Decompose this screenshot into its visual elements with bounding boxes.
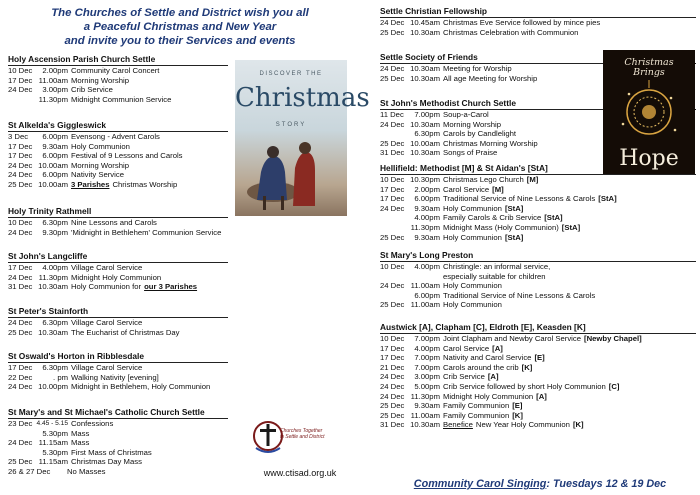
service-time: 2.00pm bbox=[42, 66, 68, 75]
service-event: Family Communion bbox=[443, 401, 510, 411]
service-time: 7.00pm bbox=[414, 334, 440, 343]
service-time: 10.30am bbox=[410, 148, 440, 158]
service-time: 9.30am bbox=[42, 141, 68, 151]
service-date: 24 Dec bbox=[8, 170, 33, 180]
service-row bbox=[8, 132, 228, 142]
service-time: 11.00am bbox=[410, 410, 440, 420]
service-time: 4.00pm bbox=[414, 262, 440, 271]
service-event: Meeting for Worship bbox=[443, 64, 512, 73]
service-time: 11.30pm bbox=[38, 272, 68, 282]
service-time: 6.00pm bbox=[414, 290, 440, 300]
service-event: Midnight Communion Service bbox=[71, 94, 172, 104]
service-event: 'Midnight in Bethlehem' Communion Service bbox=[71, 227, 222, 237]
logo-caption-line-2: in Settle and District bbox=[280, 434, 325, 440]
service-date: 17 Dec bbox=[380, 194, 405, 204]
service-row bbox=[8, 170, 228, 180]
logo-caption-line-1: Churches Together bbox=[280, 428, 323, 434]
service-tag: [A] bbox=[492, 343, 503, 353]
service-date bbox=[8, 429, 27, 439]
service-date bbox=[380, 272, 399, 282]
service-event: Songs of Praise bbox=[443, 148, 498, 158]
service-event: Nativity Service bbox=[71, 170, 124, 180]
service-time: 5.00pm bbox=[414, 381, 440, 391]
section-st-oswald-s-horton-in-ribblesdale bbox=[8, 351, 228, 392]
service-date: 25 Dec bbox=[8, 179, 33, 189]
service-row bbox=[380, 213, 696, 223]
service-row bbox=[380, 18, 696, 28]
section-st-alkelda-s-giggleswick bbox=[8, 120, 228, 190]
service-time: 4.00pm bbox=[42, 263, 68, 272]
service-time: 6.30pm bbox=[42, 318, 68, 327]
headline-line-2: a Peaceful Christmas and New Year bbox=[83, 21, 277, 33]
section-title: St Mary's and St Michael's Catholic Church Settle bbox=[8, 407, 228, 419]
book-cover-image bbox=[235, 60, 370, 216]
service-date: 25 Dec bbox=[8, 327, 33, 337]
service-event: Holy Communion for bbox=[71, 282, 142, 292]
service-emphasis: 3 Parishes bbox=[71, 179, 110, 189]
headline-line-3: and invite you to their Services and events bbox=[64, 35, 296, 47]
service-event: Midnight Holy Communion bbox=[71, 272, 162, 282]
service-row bbox=[8, 448, 228, 458]
section-title: Holy Ascension Parish Church Settle bbox=[8, 54, 228, 66]
service-event: Morning Worship bbox=[71, 75, 129, 85]
headline bbox=[12, 6, 348, 48]
section-hellifield-methodist-m-st-aidan-s-sta bbox=[380, 163, 696, 242]
service-time: 11.00am bbox=[410, 281, 440, 291]
service-row bbox=[380, 291, 696, 301]
service-date: 25 Dec bbox=[8, 457, 33, 467]
service-event: Holy Communion bbox=[71, 141, 130, 151]
section-title: Settle Christian Fellowship bbox=[380, 6, 696, 18]
service-tag: [K] bbox=[572, 420, 584, 430]
service-row bbox=[8, 429, 228, 439]
service-date: 24 Dec bbox=[8, 318, 33, 327]
service-date: 21 Dec bbox=[380, 362, 405, 372]
service-row bbox=[8, 142, 228, 152]
service-date: 10 Dec bbox=[380, 262, 405, 271]
service-event: Soup-a-Carol bbox=[443, 110, 489, 119]
hope-card-line-1: Christmas bbox=[624, 57, 674, 68]
service-event: Traditional Service of Nine Lessons & Carols bbox=[443, 290, 596, 300]
service-event: Mass bbox=[71, 438, 90, 448]
service-event: Holy Communion bbox=[443, 203, 502, 213]
service-row bbox=[8, 273, 228, 283]
service-row bbox=[8, 263, 228, 273]
service-date: 25 Dec bbox=[380, 401, 405, 411]
service-date: 24 Dec bbox=[380, 281, 405, 291]
service-row bbox=[380, 401, 696, 411]
service-row bbox=[380, 363, 696, 373]
section-title: St Peter's Stainforth bbox=[8, 306, 228, 318]
service-date: 26 & 27 Dec bbox=[8, 466, 51, 476]
hope-card-line-2: Brings bbox=[633, 67, 665, 78]
service-event: Village Carol Service bbox=[71, 263, 143, 272]
service-event: Nine Lessons and Carols bbox=[71, 218, 157, 227]
service-event: Midnight in Bethlehem, Holy Communion bbox=[71, 382, 211, 392]
service-event: Christmas Worship bbox=[112, 179, 178, 189]
service-row bbox=[8, 457, 228, 467]
service-row bbox=[380, 411, 696, 421]
service-tag: [StA] bbox=[598, 194, 617, 204]
section-holy-ascension-parish-church-settle bbox=[8, 54, 228, 104]
service-event: Village Carol Service bbox=[71, 363, 143, 372]
service-tag: [C] bbox=[608, 381, 620, 391]
logo-caption bbox=[280, 428, 324, 440]
service-row bbox=[8, 66, 228, 76]
service-row bbox=[380, 262, 696, 272]
service-time: 9.30am bbox=[414, 203, 440, 213]
service-row bbox=[8, 382, 228, 392]
service-time: 9.30am bbox=[414, 232, 440, 242]
section-holy-trinity-rathmell bbox=[8, 206, 228, 237]
service-row bbox=[8, 328, 228, 338]
service-date: 31 Dec bbox=[8, 282, 33, 292]
service-tag: [M] bbox=[492, 184, 504, 194]
section-title: St Oswald's Horton in Ribblesdale bbox=[8, 351, 228, 363]
service-date bbox=[380, 291, 399, 301]
service-time: 10.30am bbox=[410, 119, 440, 129]
service-event: Crib Service bbox=[443, 372, 485, 382]
service-event: Christmas Celebration with Communion bbox=[443, 27, 579, 37]
service-row bbox=[380, 272, 696, 282]
service-event: New Year Holy Communion bbox=[475, 420, 570, 430]
service-date: 24 Dec bbox=[380, 372, 405, 382]
service-date: 22 Dec bbox=[8, 372, 33, 382]
service-date: 23 Dec bbox=[8, 419, 33, 428]
section-st-peter-s-stainforth bbox=[8, 306, 228, 337]
service-event: All age Meeting for Worship bbox=[443, 73, 538, 83]
service-row bbox=[8, 228, 228, 238]
service-time: 11.00am bbox=[38, 75, 68, 85]
service-event: Holy Communion bbox=[443, 281, 502, 291]
service-date: 25 Dec bbox=[380, 138, 405, 148]
service-event: Confessions bbox=[71, 419, 114, 428]
footer-label: Community Carol Singing bbox=[413, 478, 547, 490]
service-event: Christingle: an informal service, bbox=[443, 262, 551, 271]
service-tag: [StA] bbox=[504, 232, 524, 242]
service-event: Family Carols & Crib Service bbox=[443, 213, 542, 223]
service-time: 6.30pm bbox=[42, 363, 68, 372]
service-time: 10.00am bbox=[38, 179, 68, 189]
service-event: Carols around the crib bbox=[443, 362, 519, 372]
service-row bbox=[8, 467, 228, 477]
service-time: 10.30am bbox=[410, 27, 440, 37]
service-time: 10.00pm bbox=[38, 382, 68, 392]
service-time: 3.00pm bbox=[42, 85, 68, 95]
service-time: 6.30pm bbox=[414, 129, 440, 139]
service-row bbox=[380, 204, 696, 214]
service-tag: [K] bbox=[521, 362, 533, 372]
service-date bbox=[380, 129, 399, 139]
service-row bbox=[380, 175, 696, 185]
service-time: 10.30am bbox=[410, 64, 440, 73]
service-event: Crib Service followed by short Holy Communion bbox=[443, 381, 606, 391]
service-time: 5.30pm bbox=[42, 428, 68, 438]
service-time: 3.00pm bbox=[414, 372, 440, 382]
section-settle-christian-fellowship bbox=[380, 6, 696, 37]
service-event: Nativity and Carol Service bbox=[443, 353, 532, 363]
service-date bbox=[380, 213, 399, 223]
service-date: 24 Dec bbox=[8, 227, 33, 237]
service-time: 11.15am bbox=[38, 438, 68, 448]
section-title: St John's Methodist Church Settle bbox=[380, 98, 696, 110]
footer-dates: : Tuesdays 12 & 19 Dec bbox=[546, 478, 667, 490]
service-date: 24 Dec bbox=[8, 160, 33, 170]
service-row bbox=[380, 185, 696, 195]
service-time: 10.30am bbox=[38, 282, 68, 292]
service-date: 17 Dec bbox=[8, 151, 33, 161]
service-time: 10.45am bbox=[410, 18, 440, 27]
service-event: Carol Service bbox=[443, 184, 490, 194]
service-row bbox=[8, 363, 228, 373]
book-cover-subtitle: STORY bbox=[275, 122, 307, 128]
service-event: Crib Service bbox=[71, 85, 113, 95]
service-tag: [M] bbox=[526, 175, 539, 184]
service-date: 25 Dec bbox=[380, 300, 405, 310]
service-row bbox=[8, 282, 228, 292]
service-tag: [StA] bbox=[561, 222, 581, 232]
footer-carol-singing bbox=[382, 478, 698, 490]
service-event: Holy Communion bbox=[443, 232, 502, 242]
service-date: 24 Dec bbox=[8, 438, 33, 448]
section-st-mary-s-and-st-michael-s-catholic-church-settle bbox=[8, 407, 228, 477]
service-row bbox=[380, 194, 696, 204]
service-row bbox=[380, 382, 696, 392]
service-row bbox=[380, 372, 696, 382]
service-date: 17 Dec bbox=[8, 75, 33, 85]
service-date: 17 Dec bbox=[8, 263, 33, 272]
service-time: 9.30am bbox=[414, 401, 440, 411]
service-event: Traditional Service of Nine Lessons & Carols bbox=[443, 194, 596, 204]
service-time: 4.45 - 5.15 bbox=[36, 420, 68, 427]
service-row bbox=[8, 95, 228, 105]
service-row bbox=[380, 300, 696, 310]
service-tag: [A] bbox=[487, 372, 499, 382]
service-time: 11.30pm bbox=[410, 222, 440, 232]
service-time: 10.00am bbox=[38, 160, 68, 170]
service-date: 3 Dec bbox=[8, 132, 29, 141]
service-row bbox=[380, 344, 696, 354]
service-row bbox=[380, 420, 696, 430]
service-date bbox=[8, 95, 27, 105]
service-row bbox=[380, 334, 696, 344]
service-date: 10 Dec bbox=[380, 334, 405, 343]
service-row bbox=[8, 161, 228, 171]
service-date: 24 Dec bbox=[380, 119, 405, 129]
service-tag: [StA] bbox=[544, 213, 563, 223]
service-event: Holy Communion bbox=[443, 300, 502, 310]
service-date: 17 Dec bbox=[380, 353, 405, 363]
service-row bbox=[8, 419, 228, 429]
service-date: 24 Dec bbox=[380, 391, 405, 401]
service-event: Christmas Day Mass bbox=[71, 457, 142, 467]
service-time: 7.00pm bbox=[414, 353, 440, 363]
service-row bbox=[8, 438, 228, 448]
service-time: 6.00pm bbox=[42, 170, 68, 180]
service-time bbox=[399, 272, 443, 282]
service-time: 7.00pm bbox=[414, 362, 440, 372]
section-st-john-s-langcliffe bbox=[8, 251, 228, 292]
service-row bbox=[380, 233, 696, 243]
service-event: Christmas Morning Worship bbox=[443, 138, 538, 148]
service-event: Christmas Lego Church bbox=[443, 175, 524, 184]
service-time: 11.30pm bbox=[410, 391, 440, 401]
service-row bbox=[380, 28, 696, 38]
service-event: Family Communion bbox=[443, 410, 510, 420]
service-event: Morning Worship bbox=[71, 160, 129, 170]
service-time: 2.00pm bbox=[414, 184, 440, 194]
service-time: . pm bbox=[53, 372, 68, 382]
service-row bbox=[380, 392, 696, 402]
section-title: St Mary's Long Preston bbox=[380, 250, 696, 262]
service-event: Village Carol Service bbox=[71, 318, 143, 327]
service-time: 6.00pm bbox=[42, 151, 68, 161]
service-event: The Eucharist of Christmas Day bbox=[71, 327, 180, 337]
service-time: 11.00am bbox=[410, 300, 440, 310]
service-event: Carol Service bbox=[443, 343, 490, 353]
section-austwick-a-clapham-c-eldroth-e-keasden-k bbox=[380, 322, 696, 430]
service-date: 24 Dec bbox=[8, 85, 33, 95]
service-row bbox=[8, 318, 228, 328]
service-date: 31 Dec bbox=[380, 420, 405, 430]
headline-line-1: The Churches of Settle and District wish you all bbox=[51, 7, 309, 19]
service-time: 4.00pm bbox=[414, 213, 440, 223]
service-time: 10.30am bbox=[38, 327, 68, 337]
service-date: 25 Dec bbox=[380, 73, 405, 83]
service-event: Morning Worship bbox=[443, 119, 501, 129]
service-date: 10 Dec bbox=[8, 218, 33, 227]
section-title: St John's Langcliffe bbox=[8, 251, 228, 263]
service-event: No Masses bbox=[67, 466, 106, 476]
service-event: Midnight Holy Communion bbox=[443, 391, 534, 401]
service-tag: [E] bbox=[534, 353, 545, 363]
service-time: 6.00pm bbox=[42, 132, 68, 141]
service-time: 10.30am bbox=[410, 420, 440, 430]
service-time: 7.00pm bbox=[414, 110, 440, 119]
service-date bbox=[380, 223, 399, 233]
service-row bbox=[8, 85, 228, 95]
service-event: First Mass of Christmas bbox=[71, 447, 152, 457]
nativity-figures-illustration bbox=[235, 60, 370, 216]
service-date: 17 Dec bbox=[8, 363, 33, 372]
section-st-mary-s-long-preston bbox=[380, 250, 696, 310]
service-time: 6.00pm bbox=[414, 194, 440, 204]
christmas-brings-hope-card bbox=[603, 50, 695, 174]
service-tag: [StA] bbox=[504, 203, 524, 213]
service-date: 10 Dec bbox=[8, 66, 33, 75]
service-date: 25 Dec bbox=[380, 232, 405, 242]
service-date: 24 Dec bbox=[380, 203, 405, 213]
service-date: 24 Dec bbox=[380, 18, 405, 27]
section-title: Hellifield: Methodist [M] & St Aidan's [StA] bbox=[380, 163, 696, 175]
book-cover-top-text: DISCOVER THE bbox=[259, 71, 323, 77]
service-tag: [A] bbox=[536, 391, 547, 401]
service-event: Mass bbox=[71, 428, 90, 438]
service-tag: [K] bbox=[512, 410, 523, 420]
section-title: Holy Trinity Rathmell bbox=[8, 206, 228, 218]
service-date: 25 Dec bbox=[380, 27, 405, 37]
service-row bbox=[380, 281, 696, 291]
service-event: Midnight Mass (Holy Communion) bbox=[443, 222, 559, 232]
service-date: 24 Dec bbox=[8, 272, 33, 282]
service-time: 11.15am bbox=[38, 457, 68, 467]
service-event: Walking Nativity [evening] bbox=[71, 372, 159, 382]
service-tag: [Newby Chapel] bbox=[584, 334, 642, 343]
service-row bbox=[380, 353, 696, 363]
service-event: Christmas Eve Service followed by mince pies bbox=[443, 18, 601, 27]
service-time: 10.00am bbox=[410, 138, 440, 148]
service-time: 5.30pm bbox=[42, 447, 68, 457]
service-event: especially suitable for children bbox=[443, 271, 546, 281]
website-link[interactable]: www.ctisad.org.uk bbox=[263, 468, 337, 478]
service-tag: [E] bbox=[512, 401, 523, 411]
service-event: Carols by Candlelight bbox=[443, 129, 517, 139]
service-date: 24 Dec bbox=[380, 381, 405, 391]
section-title: Austwick [A], Clapham [C], Eldroth [E], Keasden [K] bbox=[380, 322, 696, 334]
service-row bbox=[8, 218, 228, 228]
service-time: 10.30pm bbox=[410, 175, 440, 184]
service-event: Evensong - Advent Carols bbox=[71, 132, 160, 141]
service-event: Festival of 9 Lessons and Carols bbox=[71, 151, 183, 161]
service-date: 11 Dec bbox=[380, 110, 404, 119]
service-date: 24 Dec bbox=[380, 64, 405, 73]
service-time: 9.30pm bbox=[42, 227, 68, 237]
service-time: 10.30am bbox=[410, 73, 440, 83]
service-row bbox=[8, 151, 228, 161]
service-date: 25 Dec bbox=[380, 410, 405, 420]
service-event: Joint Clapham and Newby Carol Service bbox=[443, 334, 582, 343]
service-row bbox=[8, 180, 228, 190]
section-title: St Alkelda's Giggleswick bbox=[8, 120, 228, 132]
service-date: 17 Dec bbox=[380, 184, 405, 194]
service-row bbox=[380, 223, 696, 233]
service-date: 31 Dec bbox=[380, 148, 405, 158]
section-title: Settle Society of Friends bbox=[380, 52, 696, 64]
service-date: 10 Dec bbox=[380, 175, 405, 184]
service-event: Community Carol Concert bbox=[71, 66, 160, 75]
book-cover-title: Christmas bbox=[235, 83, 370, 113]
hope-card-word: Hope bbox=[619, 146, 679, 171]
service-time: 11.30pm bbox=[38, 94, 68, 104]
service-date bbox=[8, 448, 27, 458]
service-prefix: Benefice bbox=[443, 420, 473, 430]
service-row bbox=[8, 373, 228, 383]
service-date: 17 Dec bbox=[380, 343, 405, 353]
service-date: 17 Dec bbox=[8, 141, 33, 151]
service-row bbox=[8, 76, 228, 86]
service-time bbox=[50, 467, 67, 477]
service-date: 24 Dec bbox=[8, 382, 33, 392]
service-time: 4.00pm bbox=[414, 343, 440, 353]
service-time: 6.30pm bbox=[42, 218, 68, 227]
service-emphasis: our 3 Parishes bbox=[144, 282, 198, 292]
